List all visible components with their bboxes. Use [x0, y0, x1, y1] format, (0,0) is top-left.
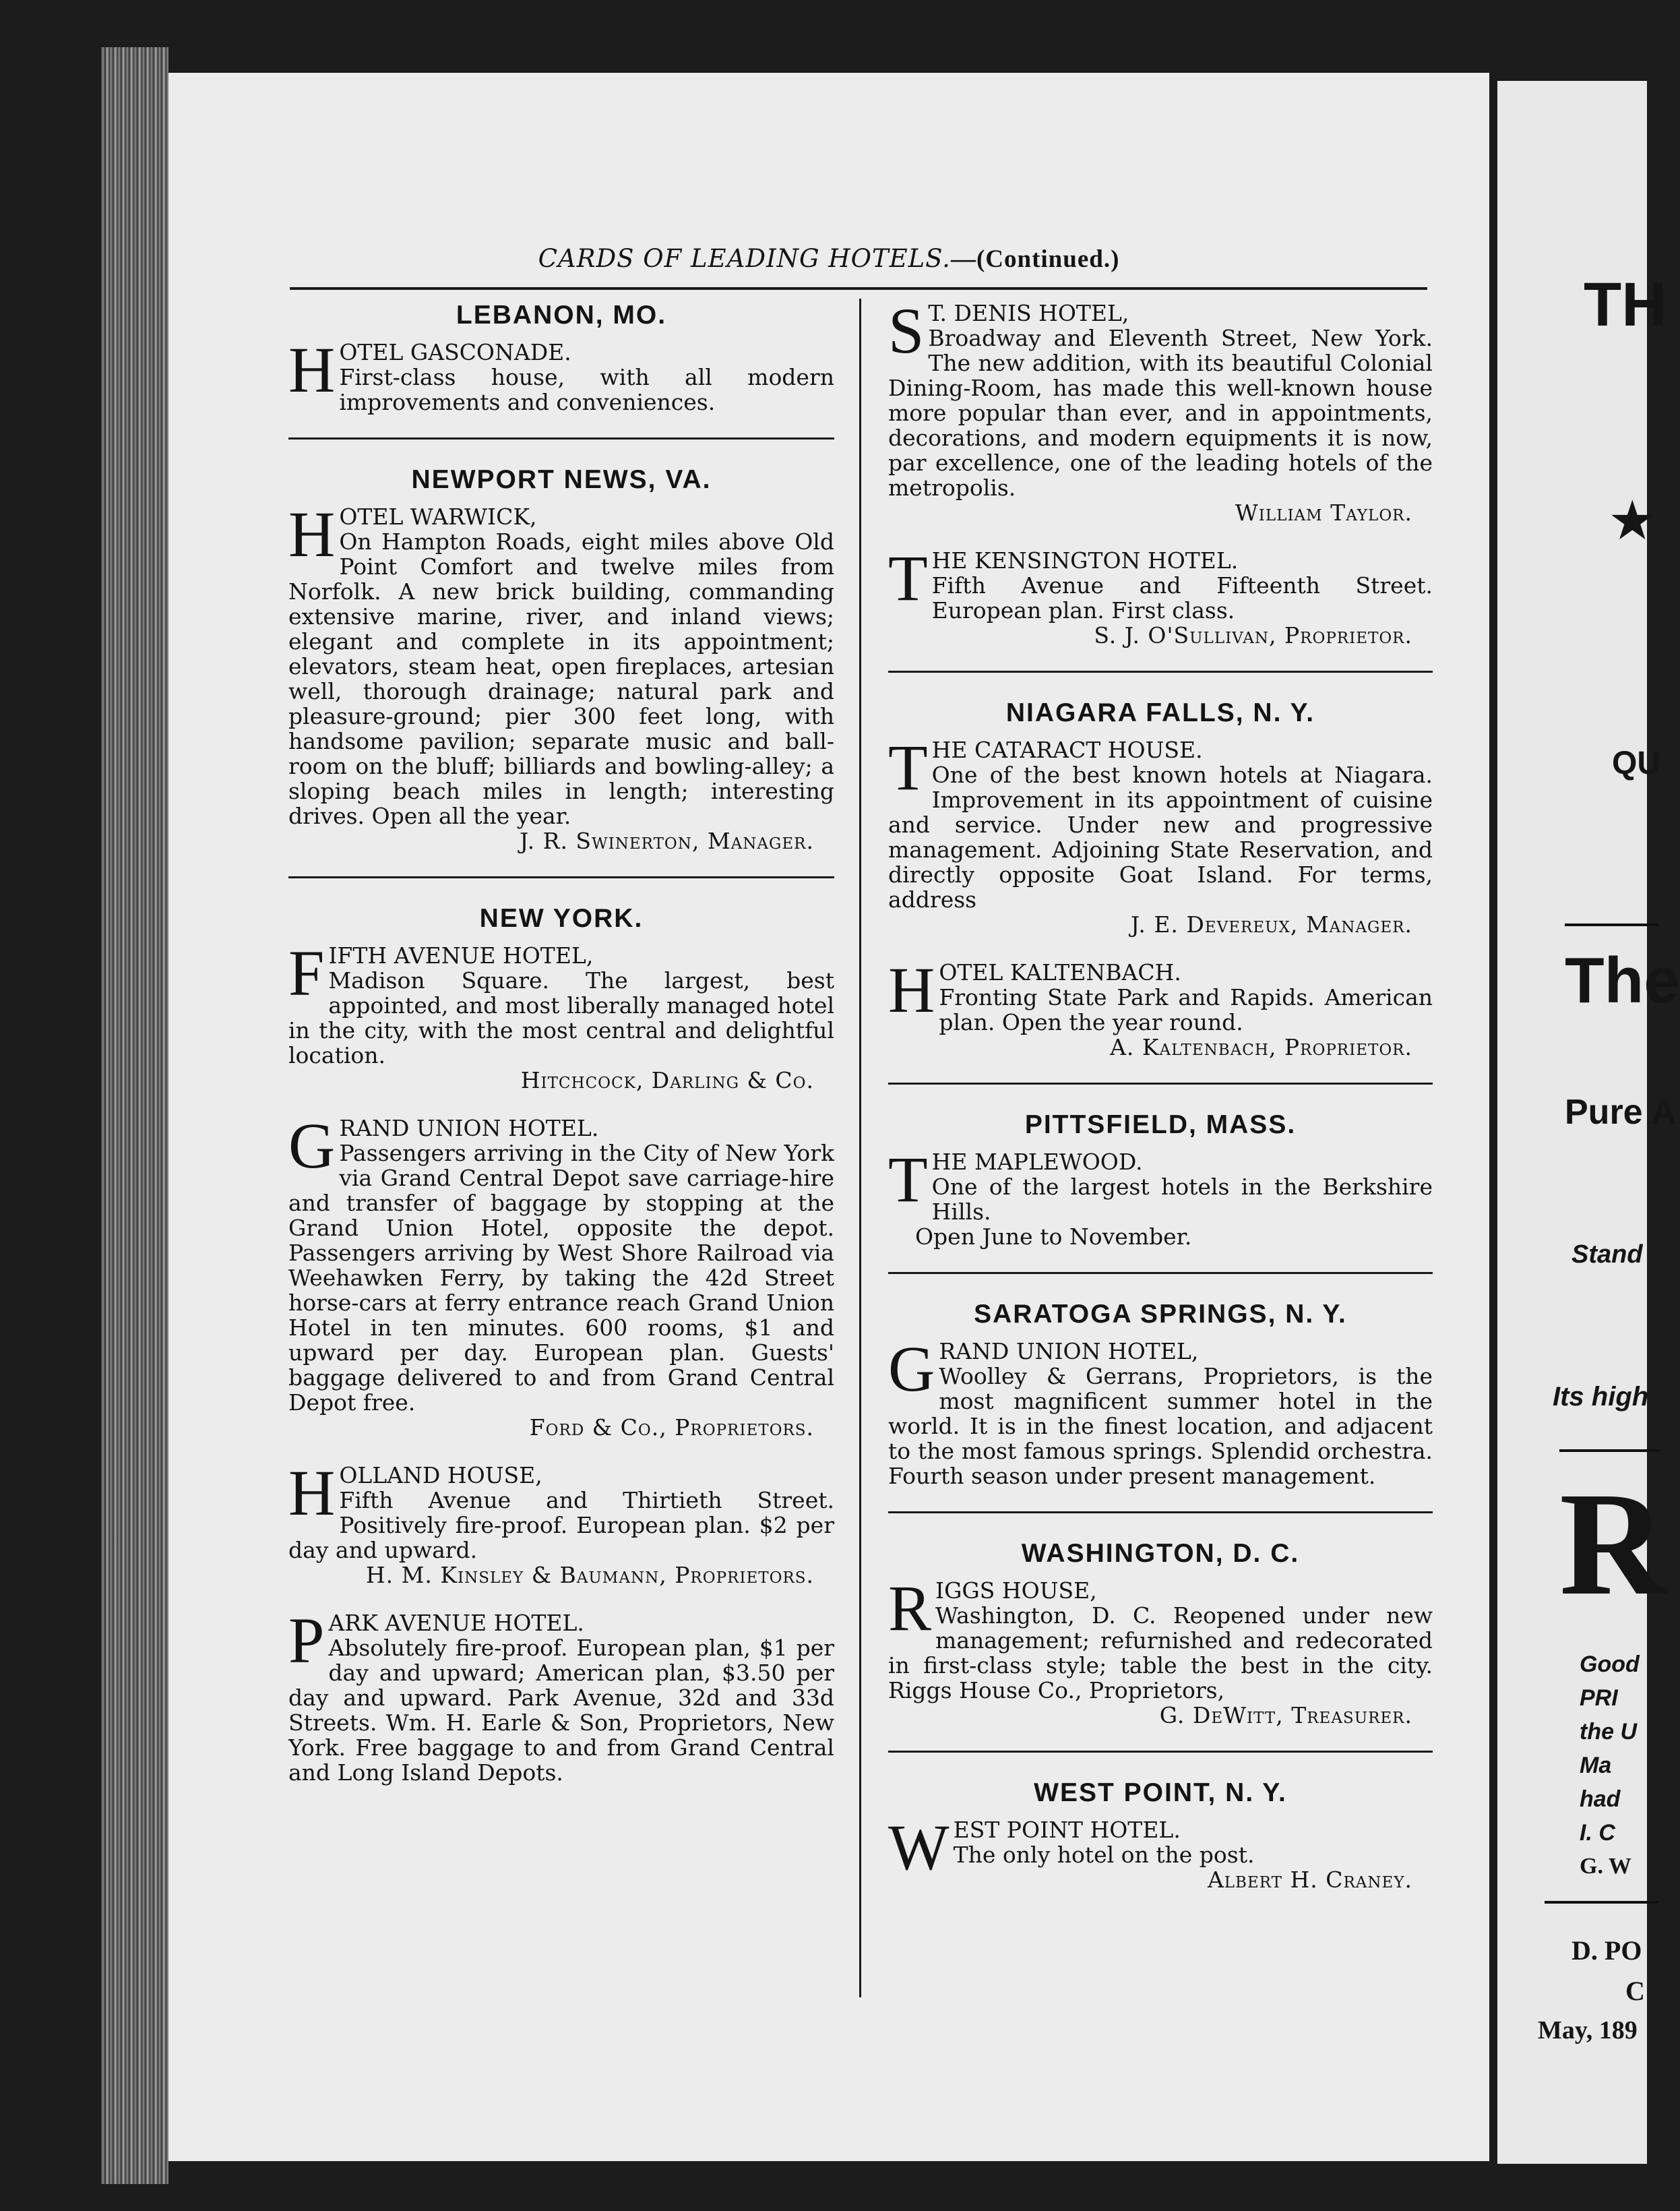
hotel-signature: Hitchcock, Darling & Co.	[520, 1067, 814, 1093]
hotel-description: Fifth Avenue and Thirtieth Street. Positively fire-proof. European plan. $2 per day and upward.	[288, 1487, 834, 1563]
facing-text: PRI	[1580, 1685, 1618, 1711]
city-heading: WEST POINT, N. Y.	[1034, 1778, 1287, 1807]
hotel-description: Fronting State Park and Rapids. American plan. Open the year round.	[939, 984, 1433, 1035]
hotel-description: Passengers arriving in the City of New York via Grand Central Depot save carriage-hire and transfer of baggage by stopping at the Grand Union Hotel, opposite the depot. Passengers arriving by West Shore Railroad via Weehawken Ferry, by taking the 42d Street horse-cars at ferry entrance reach Grand Union Hotel in ten minutes. 600 rooms, $1 and upward per day. European plan. Guests' baggage delivered to and from Grand Central Depot free.	[288, 1140, 834, 1416]
drop-cap: H	[288, 498, 336, 570]
hotel-signature: S. J. O'Sullivan, Proprietor.	[1094, 622, 1412, 648]
hotel-card	[288, 1457, 834, 1588]
drop-cap: G	[888, 1333, 935, 1405]
hotel-name: RAND UNION HOTEL.	[339, 1115, 599, 1141]
city-heading: SARATOGA SPRINGS, N. Y.	[974, 1300, 1347, 1329]
hotel-signature: J. R. Swinerton, Manager.	[519, 828, 814, 854]
section-rule	[888, 671, 1433, 673]
facing-text: May, 189	[1538, 2016, 1638, 2045]
header-continued: —(Continued.)	[950, 245, 1120, 273]
facing-text: the U	[1580, 1719, 1637, 1745]
facing-text: G. W	[1580, 1854, 1631, 1879]
page-header	[168, 244, 1489, 274]
facing-text: TH	[1584, 270, 1667, 339]
hotel-description: One of the largest hotels in the Berkshire Hills.	[931, 1174, 1433, 1225]
hotel-description: Broadway and Eleventh Street, New York. The new addition, with its beautiful Colonial Dining-Room, has made this well-known house more popular than ever, and in appointments, decorations, and modern equipments it is now, par excellence, one of the leading hotels of the metropolis.	[888, 325, 1433, 501]
section-rule	[888, 1272, 1433, 1274]
facing-text: C	[1625, 1976, 1645, 2006]
header-rule	[290, 287, 1427, 290]
hotel-name: OLLAND HOUSE,	[339, 1462, 542, 1488]
hotel-description: The only hotel on the post.	[953, 1842, 1255, 1868]
facing-text: R	[1559, 1461, 1667, 1626]
hotel-name: HE CATARACT HOUSE.	[931, 737, 1203, 763]
facing-rule	[1559, 1449, 1660, 1452]
hotel-description: One of the best known hotels at Niagara. Improvement in its appointment of cuisine and service. Under new and progressive management. Adjoining State Reservation, and directly opposite Goat Island. For terms, address	[888, 762, 1433, 913]
city-heading: NIAGARA FALLS, N. Y.	[1005, 698, 1315, 727]
hotel-signature: H. M. Kinsley & Baumann, Proprietors.	[365, 1562, 814, 1588]
hotel-name: HE MAPLEWOOD.	[931, 1149, 1143, 1175]
city-heading: WASHINGTON, D. C.	[1021, 1539, 1300, 1568]
section-rule	[888, 1083, 1433, 1085]
drop-cap: H	[288, 334, 336, 406]
hotel-card	[888, 954, 1433, 1060]
hotel-signature: Albert H. Craney.	[1207, 1867, 1412, 1893]
drop-cap: H	[288, 1457, 336, 1529]
facing-text: Stand	[1572, 1240, 1643, 1269]
hotel-card	[888, 731, 1433, 938]
hotel-card	[288, 1110, 834, 1441]
facing-text: Good	[1580, 1652, 1640, 1677]
drop-cap: T	[888, 1143, 928, 1215]
hotel-card	[888, 1811, 1433, 1893]
right-column	[888, 295, 1433, 1915]
section-rule	[888, 1751, 1433, 1753]
hotel-description: Fifth Avenue and Fifteenth Street. European plan. First class.	[931, 572, 1433, 624]
star-icon: ★	[1611, 494, 1654, 548]
hotel-name: ARK AVENUE HOTEL.	[328, 1610, 584, 1636]
city-heading: LEBANON, MO.	[456, 301, 667, 330]
hotel-card	[288, 1604, 834, 1786]
hotel-signature: J. E. Devereux, Manager.	[1130, 911, 1412, 938]
facing-text: Ma	[1580, 1753, 1612, 1778]
drop-cap: T	[888, 542, 928, 614]
drop-cap: G	[288, 1110, 336, 1182]
left-column	[288, 301, 834, 1808]
drop-cap: W	[888, 1811, 950, 1883]
hotel-card	[888, 1143, 1433, 1250]
facing-rule	[1545, 1901, 1659, 1904]
hotel-signature: Ford & Co., Proprietors.	[529, 1414, 814, 1441]
hotel-card	[888, 1333, 1433, 1489]
city-heading: NEW YORK.	[479, 904, 644, 933]
book-page	[168, 73, 1489, 2161]
hotel-description: Woolley & Gerrans, Proprietors, is the most magnificent summer hotel in the world. It is in the finest location, and adjacent to the most famous springs. Splendid orchestra. Fourth season under present management.	[888, 1363, 1433, 1489]
hotel-card	[888, 542, 1433, 648]
hotel-name: HE KENSINGTON HOTEL.	[931, 547, 1239, 574]
hotel-name: IFTH AVENUE HOTEL,	[328, 942, 594, 969]
header-title: CARDS OF LEADING HOTELS.	[538, 244, 951, 273]
facing-text: I. C	[1580, 1820, 1615, 1846]
hotel-description: First-class house, with all modern improvements and conveniences.	[339, 364, 834, 415]
hotel-description: Absolutely fire-proof. European plan, $1 per day and upward; American plan, $3.50 per day and upward. Park Avenue, 32d and 33d Streets. Wm. H. Earle & Son, Proprietors, New York. Free baggage to and from Grand Central and Long Island Depots.	[288, 1635, 834, 1786]
city-heading: PITTSFIELD, MASS.	[1024, 1110, 1297, 1139]
section-rule	[288, 876, 834, 878]
hotel-name: RAND UNION HOTEL,	[939, 1338, 1199, 1364]
facing-text: Pure A	[1565, 1093, 1677, 1132]
section-rule	[288, 437, 834, 440]
hotel-card	[288, 937, 834, 1093]
city-heading: NEWPORT NEWS, VA.	[411, 465, 712, 494]
hotel-description: Washington, D. C. Reopened under new management; refurnished and redecorated in first-class style; table the best in the city. Riggs House Co., Proprietors,	[888, 1602, 1433, 1703]
column-separator	[859, 299, 861, 1997]
hotel-card	[888, 1572, 1433, 1728]
hotel-signature: G. DeWitt, Treasurer.	[1159, 1702, 1412, 1728]
hotel-name: OTEL GASCONADE.	[339, 339, 571, 365]
hotel-description: On Hampton Roads, eight miles above Old Point Comfort and twelve miles from Norfolk. A new brick building, commanding extensive marine, river, and inland views; elegant and complete in its appointment; elevators, steam heat, open fireplaces, artesian well, thorough drainage; natural park and pleasure-ground; pier 300 feet long, with handsome pavilion; separate music and ball-room on the bluff; billiards and bowling-alley; a sloping beach miles in length; interesting drives. Open all the year.	[288, 528, 834, 829]
section-rule	[888, 1511, 1433, 1513]
drop-cap: H	[888, 954, 935, 1026]
hotel-name: OTEL KALTENBACH.	[939, 959, 1181, 986]
facing-text: had	[1580, 1786, 1621, 1812]
hotel-signature: A. Kaltenbach, Proprietor.	[1110, 1034, 1412, 1060]
hotel-description: Madison Square. The largest, best appointed, and most liberally managed hotel in the city, with the most central and delightful location.	[288, 967, 834, 1068]
hotel-name: OTEL WARWICK,	[339, 504, 537, 530]
drop-cap: T	[888, 731, 928, 804]
facing-page	[1497, 81, 1680, 2164]
drop-cap: F	[288, 937, 325, 1009]
drop-cap: R	[888, 1572, 932, 1644]
hotel-card	[288, 498, 834, 854]
drop-cap: S	[888, 295, 925, 367]
hotel-card	[288, 334, 834, 415]
book-page-edges	[101, 47, 168, 2184]
hotel-signature: William Taylor.	[1235, 499, 1412, 526]
hotel-name: IGGS HOUSE,	[935, 1577, 1097, 1604]
drop-cap: P	[288, 1604, 325, 1676]
hotel-name: T. DENIS HOTEL,	[928, 300, 1129, 326]
facing-text: The	[1565, 944, 1680, 1017]
facing-rule	[1565, 923, 1659, 926]
facing-text: Its high	[1553, 1382, 1649, 1412]
hotel-name: EST POINT HOTEL.	[953, 1817, 1181, 1843]
facing-text: D. PO	[1572, 1935, 1642, 1966]
hotel-card	[888, 295, 1433, 526]
hotel-season: Open June to November.	[915, 1223, 1192, 1250]
facing-text: QU	[1612, 746, 1660, 781]
